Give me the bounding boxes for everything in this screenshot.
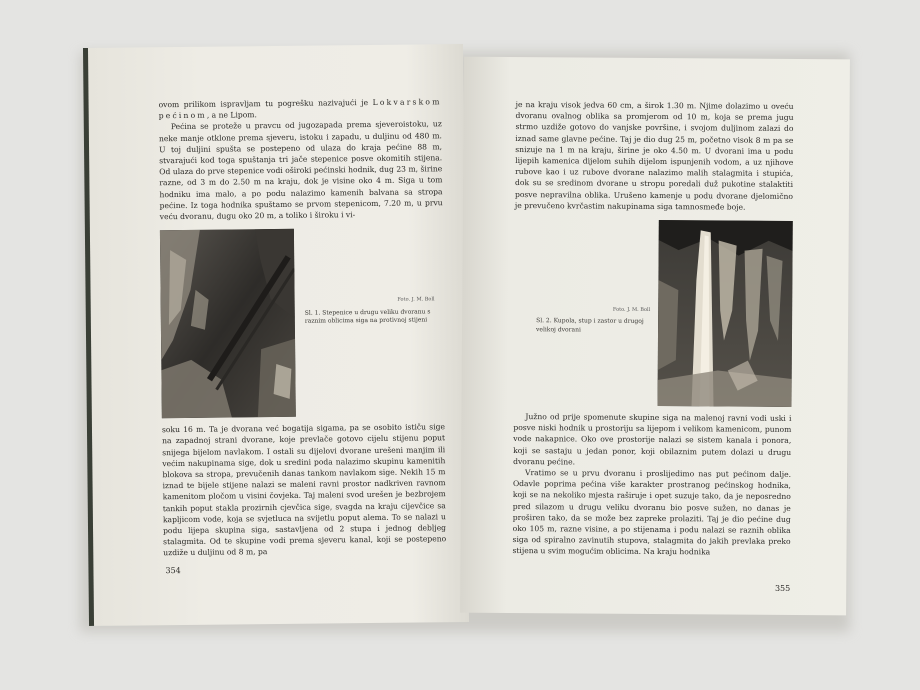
photo-credit: Foto. J. M. Boll <box>612 306 651 313</box>
cave-name-spaced: Lokvarskom pećinom <box>158 97 442 121</box>
left-paragraph-1 <box>159 96 442 121</box>
cave-photo-illustration <box>658 220 793 407</box>
figure-caption: Sl. 2. Kupola, stup i zastor u drugoj velikoj dvorani <box>536 317 644 334</box>
figure-2 <box>514 219 793 407</box>
text-run: ovom prilikom ispravljam tu pogrešku nazivajući je <box>158 98 369 110</box>
right-paragraph-1: je na kraju visok jedva 60 cm, a širok 1.30 m. Njime dolazimo u oveću dvoranu ovalnog oblika sa promjerom od 10 m, koja se prema jugu strmo uzdiže gotovo do vanjske površine, i svojom duljinom zalazi do iznad same glavne pećine. Taj je dio dug 25 m, početno visok 8 m pa se snizuje na 1 m na kraju, širine je oko 4.50 m. U dvorani ima u podu lijepih kamenica dijelom suhih dijelom ispunjenih vodom, a uz njihove rubove kao i uz rubove dvorane nalazimo malih stalagmita i stupića, dok su se sredinom dvorane u stropu poredali duž pukotine stalaktiti posve nepravilna oblika. Urušeno kamenje u podu dvorane djelomično je prevučeno kvrčastim nakupinama siga tamnosmeđe boje. <box>514 100 794 212</box>
left-page-text-bottom <box>162 421 446 558</box>
page-number-right: 355 <box>774 583 791 593</box>
cave-photo-illustration <box>160 229 296 418</box>
photo-credit: Foto. J. M. Boll <box>397 296 435 303</box>
figure-1-caption-block <box>305 296 435 327</box>
figure-1 <box>160 227 445 418</box>
text-run: , a ne Lipom. <box>206 110 257 120</box>
right-page-text-bottom <box>512 411 791 559</box>
cave-photo-stairs <box>160 229 296 418</box>
right-page-text <box>515 99 794 213</box>
left-paragraph-2: Pećina se proteže u pravcu od jugozapada prema sjeveroistoku, uz neke manje otklone prema sjeveru, istoku i zapadu, u duljinu od 480 m. U toj duljini spušta se postepeno od ulaza do kraja pećine 88 m, stvarajući kod toga spuštanja tri jače stepenice posve okomitih stijena. Od ulaza do prve stepenice vodi oširoki pećinski hodnik, dug 23 m, širine razne, od 3 m do 2.50 m na kraju, dok je visine oko 4 m. Siga u tom hodniku ima malo, a po podu nalazimo kamenih balvana sa stropa pećine. Iz toga hodnika spuštamo se prvom stepenicom, 7.20 m, u prvu veću dvoranu, dugu oko 20 m, a toliko i široku i vi- <box>158 119 443 222</box>
figure-2-caption-block <box>536 305 650 335</box>
left-page-text <box>159 96 443 222</box>
right-page <box>460 57 850 616</box>
cave-photo-dome <box>658 220 793 407</box>
left-page <box>83 44 469 626</box>
right-paragraph-3: Vratimo se u prvu dvoranu i proslijedimo nas put pećinom dalje. Odavle poprima pećina više karakter prostranog pećinskog hodnika, koji se na nekoliko mjesta raširuje i opet suzuje tako, da je neposredno pred silazom u drugu veliku dvoranu bio posve sužen, no danas je proširen tako, da se može bez zapreke prolaziti. Taj je dio pećine dug oko 105 m, razne visine, a po stijenama i podu nalazi se raznih oblika siga od spiralno zavinutih stupova, stalagmita do jakih prevlaka preko stijena u svim mogućim oblicima. Na kraju hodnika <box>512 468 792 557</box>
figure-caption: Sl. 1. Stepenice u drugu veliku dvoranu s raznim oblicima siga na protivnoj stijeni <box>304 308 431 325</box>
right-paragraph-2: Južno od prije spomenute skupine siga na malenoj ravni vodi uski i posve niski hodnik u prostoriju sa lijepom i velikom kamenicom, punom vode nakapnice. Oko ove prostorije nalazi se sistem kanala i ponora, koji se sastaju u jedan ponor, koji obilaznim putem dolazi u drugu dvoranu pećine. <box>513 412 792 467</box>
page-number-left: 354 <box>165 566 181 576</box>
left-paragraph-3: soku 16 m. Ta je dvorana već bogatija sigama, pa se osobito ističu sige na zapadnoj strani dvorane, koje prevlače gotovo cijelu stijenu poput snijega bijelom navlakom. I ostali su dijelovi dvorane urešeni manjim ili većim nakupinama sige, dok u sredini poda nalazimo skupinu kamenitih blokova sa stropa, prevučenih danas tankom navlakom sige. Nekih 15 m iznad te bijele stijene nalazi se maleni ravni prostor nadkriven ravnom kamenitom pločom u visini čovjeka. Taj maleni svod urešen je bezbrojem tankih poput stakla prozirnih cjevčica sige, svagda na kraju cijevčice sa kapljicom vode, koja se svjetluca na svijetlu poput alema. To se nalazi u podu lijepa skupina siga, sastavljena od 2 stupa i jednog debljeg stalagmita. Od te skupine vodi prema sjeveru kanal, koji se postepeno uzdiže u duljinu od 8 m, pa <box>161 422 447 558</box>
